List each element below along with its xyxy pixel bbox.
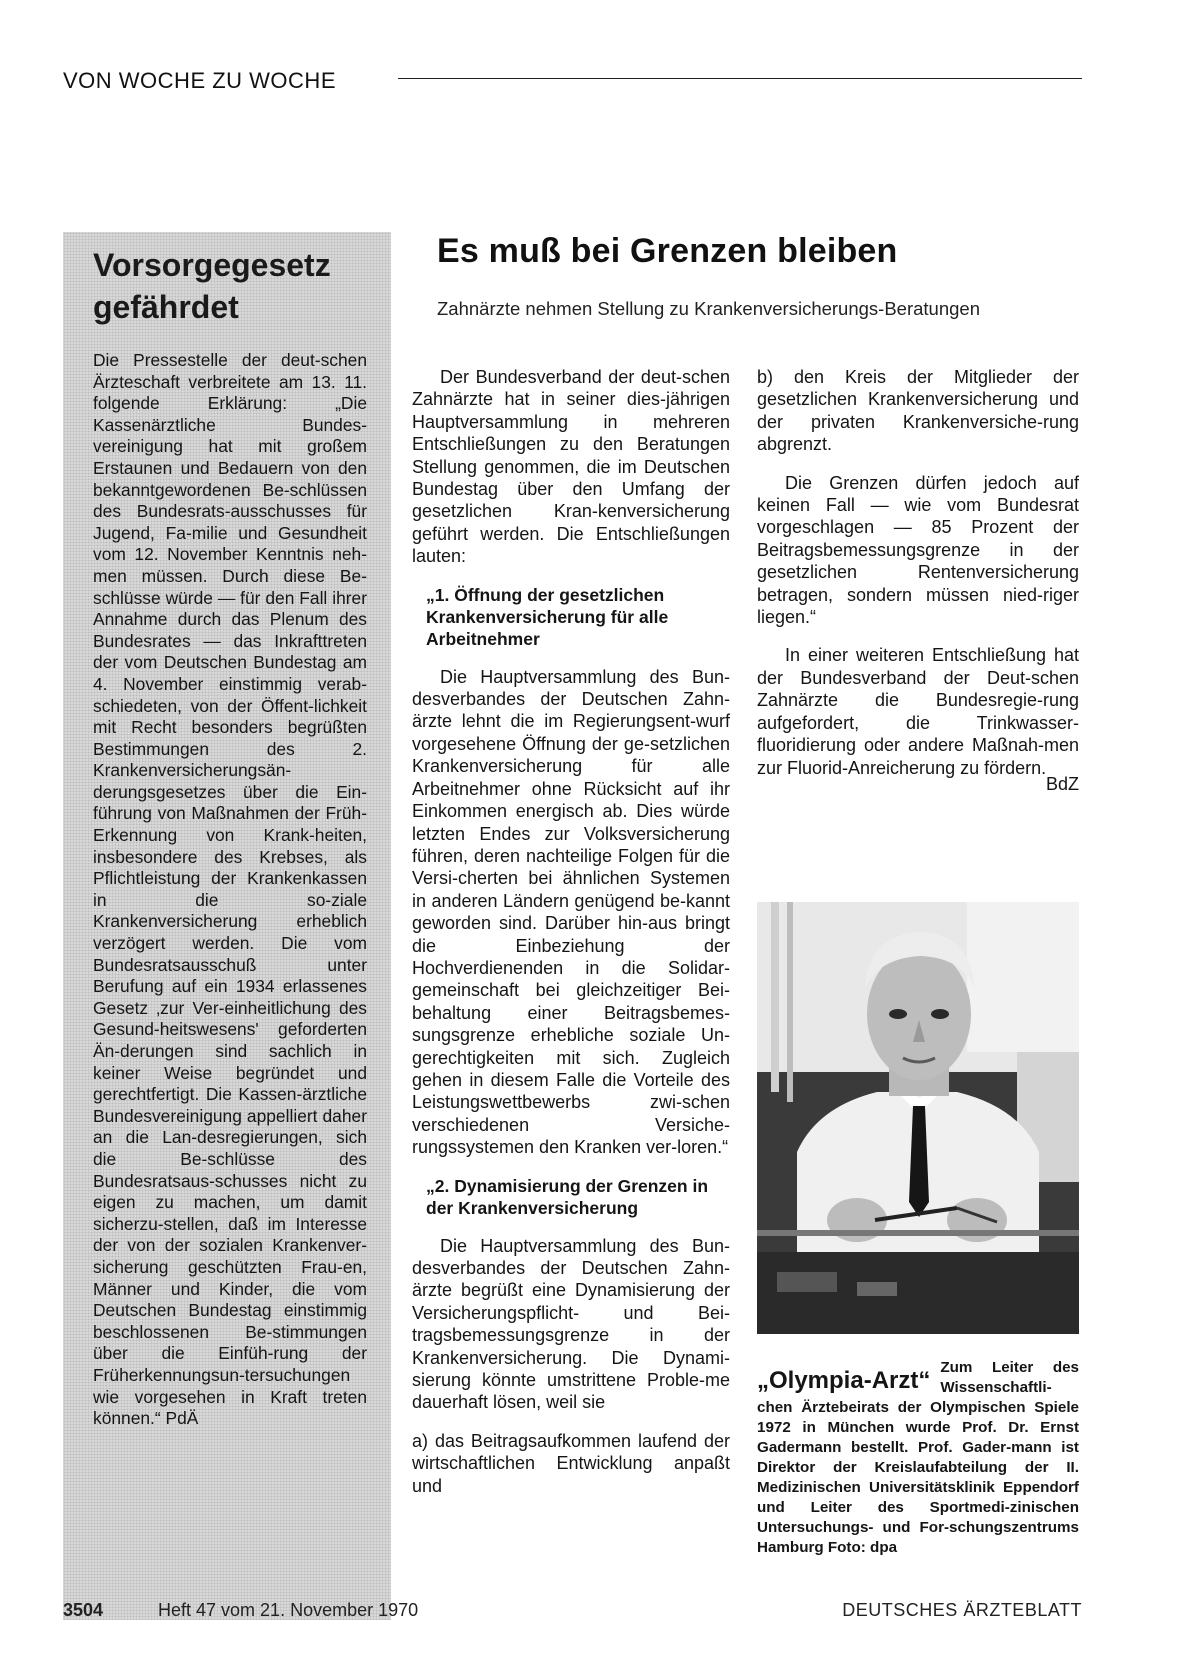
article-column-1 <box>412 366 730 1513</box>
article-heading-2: „2. Dynamisierung der Grenzen in der Krankenversicherung <box>426 1175 709 1218</box>
article-intro: Der Bundesverband der deut-schen Zahnärzte hat in seiner dies-jährigen Hauptversammlung in mehreren Entschließungen zu den Beratungen Stellung genommen, die im Deutschen Bundestag über den Umfang der gesetzlichen Kran-kenversicherung geführt werden. Die Entschließungen lauten: <box>412 367 730 567</box>
photo-caption <box>757 1358 1079 1558</box>
portrait-photo <box>757 902 1079 1334</box>
portrait-illustration <box>757 902 1079 1334</box>
article-paragraph-4: In einer weiteren Entschließung hat der Bundesverband der Deut-schen Zahnärzte die Bundesregie-rung aufgefordert, die Trinkwasser-fluoridierung oder andere Maßnah-men zur Fluorid-Anreicherung zu fördern. <box>757 645 1079 778</box>
caption-text: Zum Leiter des Wissenschaftli-chen Ärztebeirats der Olympischen Spiele 1972 in München wurde Prof. Dr. Ernst Gadermann bestellt. Prof. Gader-mann ist Direktor der Kreislaufabteilung der II. Medizinischen Universitätsklinik Eppendorf und Leiter des Sportmedi-zinischen Untersuchungs- und For-schungszentrums Hamburg Foto: dpa <box>757 1359 1079 1556</box>
sidebar-body: Die Pressestelle der deut-schen Ärzteschaft verbreitete am 13. 11. folgende Erklärung: „Die Kassenärztliche Bundes-vereinigung hat mit großem Erstaunen und Bedauern von den bekanntgewordenen Be-schlüssen des Bundesrats-ausschusses für Jugend, Fa-milie und Gesundheit vom 12. November Kenntnis neh-men müssen. Durch diese Be-schlüsse würde — für den Fall ihrer Annahme durch das Plenum des Bundesrates — das Inkrafttreten der vom Deutschen Bundestag am 4. November einstimmig verab-schiedeten, von der Öffent-lichkeit mit Recht besonders begrüßten Bestimmungen des 2. Krankenversicherungsän-derungsgesetzes über die Ein-führung von Maßnahmen der Früh-Erkennung von Krank-heiten, insbesondere des Krebses, als Pflichtleistung der Krankenkassen in die so-ziale Krankenversicherung erheblich verzögert werden. Die vom Bundesratsausschuß unter Berufung auf ein 1934 erlassenes Gesetz ‚zur Ver-einheitlichung des Gesund-heitswesens' geforderten Än-derungen sind sachlich in keiner Weise begründet und gerechtfertigt. Die Kassen-ärztliche Bundesvereinigung appelliert daher an die Lan-desregierungen, sich die Be-schlüsse des Bundesratsaus-schusses nicht zu eigen zu machen, um damit sicherzu-stellen, daß im Interesse der von der sozialen Krankenver-sicherung geschützten Frau-en, Männer und Kinder, die vom Deutschen Bundestag einstimmig beschlossenen Be-stimmungen über die Einfüh-rung der Früherkennungsun-tersuchungen wie vorgesehen in Kraft treten können.“ PdÄ <box>93 350 367 1429</box>
article-column-2 <box>757 366 1079 795</box>
article-item-a: a) das Beitragsaufkommen laufend der wirtschaftlichen Entwicklung anpaßt und <box>412 1430 730 1496</box>
issue-info: Heft 47 vom 21. November 1970 <box>158 1600 419 1620</box>
article-paragraph-3: Die Grenzen dürfen jedoch auf keinen Fall — wie vom Bundesrat vorgeschlagen — 85 Prozent der Beitragsbemessungsgrenze in der gesetzlichen Rentenversicherung betragen, sondern müssen nied-riger liegen.“ <box>757 472 1079 628</box>
sidebar-title <box>93 244 367 328</box>
article-paragraph-1: Die Hauptversammlung des Bun-desverbandes der Deutschen Zahn-ärzte lehnt die im Regierungsent-wurf vorgesehene Öffnung der ge-setzlichen Krankenversicherung für alle Arbeitnehmer ohne Rücksicht auf ihr Einkommen energisch ab. Dies würde letzten Endes zur Volksversicherung führen, deren nachteilige Folgen für die Versi-cherten bei ähnlichen Systemen in anderen Ländern genügend be-kannt geworden sind. Darüber hin-aus bringt die Einbeziehung der Hochverdienenden in die Solidar-gemeinschaft bei gleichzeitiger Bei-behaltung einer Beitragsbemes-sungsgrenze erhebliche soziale Un-gerechtigkeiten mit sich. Zugleich gehen in diesem Falle die Vorteile des Leistungswettbewerbs zwi-schen verschiedenen Versiche-rungssystemen den Kranken ver-loren.“ <box>412 666 730 1158</box>
article-paragraph-2: Die Hauptversammlung des Bun-desverbandes der Deutschen Zahn-ärzte begrüßt eine Dynamisierung der Versicherungspflicht- und Bei-tragsbemessungsgrenze in der Krankenversicherung. Die Dynami-sierung könnte umstrittene Proble-me dauerhaft lösen, weil sie <box>412 1235 730 1413</box>
article-title: Es muß bei Grenzen bleiben <box>437 232 898 270</box>
sidebar-box <box>63 232 391 1620</box>
journal-name: DEUTSCHES ÄRZTEBLATT <box>842 1600 1082 1620</box>
page-number: 3504 <box>63 1600 104 1620</box>
sidebar-title-line2: gefährdet <box>93 289 239 325</box>
article-subtitle: Zahnärzte nehmen Stellung zu Krankenversicherungs-Beratungen <box>437 298 980 319</box>
article-item-b: b) den Kreis der Mitglieder der gesetzlichen Krankenversicherung und der privaten Krankenversiche-rung abgrenzt. <box>757 367 1079 455</box>
article-heading-1: „1. Öffnung der gesetzlichen Krankenversicherung für alle Arbeitnehmer <box>426 584 669 649</box>
section-title: VON WOCHE ZU WOCHE <box>63 68 336 93</box>
article-byline: BdZ <box>1045 773 1079 794</box>
caption-title: „Olympia-Arzt“ <box>757 1367 931 1394</box>
header-rule <box>398 78 1082 79</box>
sidebar-title-line1: Vorsorgegesetz <box>93 247 331 283</box>
